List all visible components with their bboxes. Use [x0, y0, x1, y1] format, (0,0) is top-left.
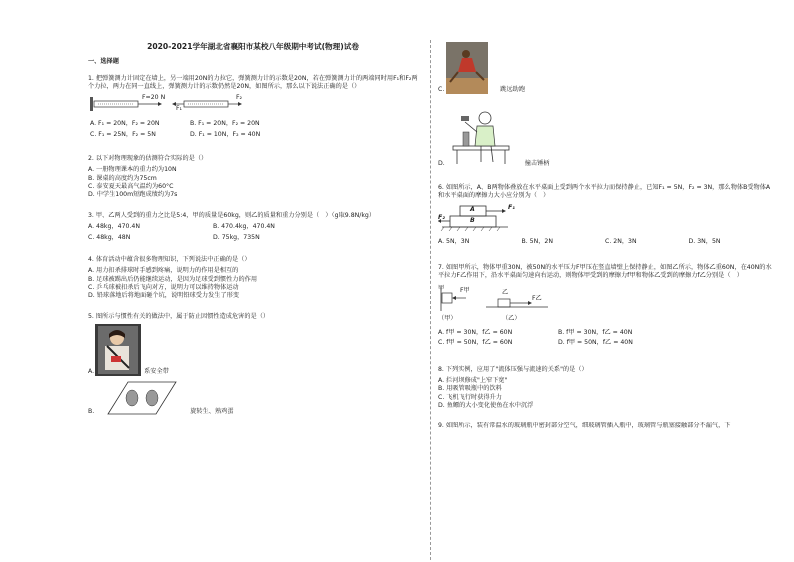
force-label-f1: F₁ — [176, 105, 183, 113]
option-b[interactable]: B. 5N，2N — [521, 237, 553, 245]
option-d[interactable]: D. f甲 = 50N，f乙 = 40N — [558, 339, 633, 347]
question-4-stem: 4. 体育活动中蕴含很多物理知识，下列说法中正确的是（） — [88, 255, 251, 263]
option-d[interactable]: D. 鱼鳔的大小变化使鱼在水中沉浮 — [438, 401, 534, 409]
option-text: 旋转生、熟鸡蛋 — [190, 407, 234, 415]
option-b[interactable]: B. F₁ = 20N，F₂ = 20N — [190, 120, 260, 128]
option-b[interactable]: B. 课桌的高度约为75cm — [88, 174, 157, 182]
fig-label-yi: 乙 — [502, 288, 509, 296]
fig-label-fyi: F乙 — [532, 294, 542, 302]
option-text: 系安全带 — [144, 367, 169, 375]
option-a[interactable]: A. f甲 = 30N，f乙 = 60N — [438, 328, 513, 336]
question-3-stem: 3. 甲、乙两人受到的重力之比是5:4，甲的质量是60kg，则乙的质量和重力分别是（ ）（g取9.8N/kg） — [88, 211, 376, 219]
question-1-figure — [88, 94, 418, 114]
column-divider — [430, 40, 431, 560]
long-jump-photo — [446, 42, 488, 94]
option-c[interactable]: C. 乒乓球被扣杀后飞向对方，说明力可以维持物体运动 — [88, 284, 239, 291]
question-1-options — [88, 120, 290, 139]
question-3 — [88, 212, 418, 242]
question-2 — [88, 155, 418, 200]
question-6-stem: 6. 如图所示，A、B两物体叠放在水平桌面上受到两个水平拉力而保持静止，已知F₁ = 5N，F₂ = 3N，那么物体B受物体A和水平桌面的摩擦力大小应分别为（ ） — [438, 184, 771, 200]
option-a[interactable]: A. 一册物理课本的重力约为10N — [88, 166, 177, 174]
force-label-f: F=20 N — [142, 94, 166, 102]
question-5-stem: 5. 图所示与惯性有关的做法中，属于防止因惯性造成危害的是（） — [88, 312, 270, 320]
option-letter: A. — [88, 367, 95, 375]
eggs-figure — [98, 380, 178, 416]
option-a[interactable]: A. 用力扣杀排球时手感到疼痛，说明力的作用是相互的 — [88, 267, 239, 275]
question-7-stem: 7. 如图甲所示，物体甲重30N，被50N的水平压力F甲压在竖直墙壁上保持静止，如图乙所示，物体乙重60N，在40N的水平拉力F乙作用下，沿水平桌面匀速向右运动，则物体甲受到的摩擦力f甲和物体乙受到的摩擦力f乙分别是（ ） — [438, 264, 772, 280]
option-a[interactable]: A. 48kg，470.4N — [88, 223, 140, 231]
block-label-a: A — [470, 205, 475, 213]
question-6-options — [438, 238, 772, 246]
stacked-blocks-figure — [438, 204, 538, 232]
spring-scale-figure — [88, 94, 258, 114]
option-c[interactable]: C. 飞机飞行时获得升力 — [438, 393, 502, 401]
caption-yi: （乙） — [502, 314, 521, 322]
question-5-option-a[interactable] — [88, 324, 418, 376]
question-7 — [438, 264, 772, 347]
question-1-stem: 1. 把弹簧测力计固定在墙上，另一端用20N的力拉它，弹簧测力计的示数是20N，若在弹簧测力计的两端同时用F₁和F₂两个力拉，两力在同一直线上，弹簧测力计的示数仍然是20N，如图所示，那么以下说法正确的是（） — [88, 74, 418, 90]
section-heading: 一、选择题 — [88, 58, 119, 66]
option-d[interactable]: D. F₁ = 10N，F₂ = 40N — [190, 130, 261, 138]
option-b[interactable]: B. 用吸管吸瓶中的饮料 — [438, 385, 502, 393]
option-b[interactable]: B. 足球被踢出后仍能继续运动，是因为足球受到惯性力的作用 — [88, 275, 258, 283]
option-d[interactable]: D. 中学生100m短跑成绩约为7s — [88, 191, 178, 199]
question-4 — [88, 256, 418, 301]
force-label-f2: F₂ — [236, 94, 243, 102]
question-3-options — [88, 223, 338, 242]
option-c[interactable]: C. F₁ = 25N，F₂ = 5N — [90, 130, 156, 138]
option-text: 跳远助跑 — [500, 85, 526, 93]
question-6 — [438, 184, 772, 246]
question-7-figure — [438, 285, 772, 325]
option-letter: B. — [88, 407, 95, 415]
option-a[interactable]: A. 拦河坝修成"上窄下宽" — [438, 376, 508, 384]
force-label-f1: F₁ — [508, 203, 515, 211]
hammer-figure — [447, 106, 513, 168]
question-5-option-b[interactable] — [88, 380, 418, 416]
question-9 — [438, 422, 772, 430]
question-8-stem: 8. 下列实例，应用了"流体压强与流速的关系"的是（） — [438, 365, 588, 373]
right-column — [438, 42, 772, 434]
option-a[interactable]: A. 5N，3N — [438, 237, 470, 245]
block-label-b: B — [470, 216, 475, 224]
option-b[interactable]: B. 470.4kg，470.4N — [213, 223, 275, 231]
fig-label-fjia: F甲 — [460, 286, 470, 294]
option-c[interactable]: C. f甲 = 50N，f乙 = 60N — [438, 339, 513, 347]
option-c[interactable]: C. 泰安夏天最高气温约为60°C — [88, 183, 174, 191]
exam-title: 2020-2021学年湖北省襄阳市某校八年级期中考试(物理)试卷 — [147, 42, 359, 51]
option-text: 撞击锤柄 — [524, 159, 550, 167]
seatbelt-photo — [95, 324, 141, 376]
force-label-f2: F₂ — [438, 213, 445, 221]
option-letter: D. — [438, 159, 445, 167]
question-8 — [438, 366, 772, 411]
question-5-option-c[interactable] — [438, 42, 772, 94]
option-c[interactable]: C. 48kg，48N — [88, 233, 131, 241]
question-5-option-d[interactable] — [438, 106, 772, 168]
option-d[interactable]: D. 75kg，735N — [213, 233, 260, 241]
question-2-stem: 2. 以下对物理现象的估测符合实际的是（） — [88, 155, 208, 163]
option-letter: C. — [438, 85, 445, 93]
option-d[interactable]: D. 3N，5N — [688, 237, 721, 245]
question-1 — [88, 75, 418, 139]
left-column — [88, 42, 418, 416]
fig-label-jia: 甲 — [438, 284, 445, 292]
question-5 — [88, 313, 418, 416]
option-c[interactable]: C. 2N，3N — [605, 237, 637, 245]
option-b[interactable]: B. f甲 = 30N，f乙 = 40N — [558, 328, 633, 336]
option-a[interactable]: A. F₁ = 20N，F₂ = 20N — [90, 120, 160, 128]
question-6-figure — [438, 204, 772, 232]
question-7-options — [438, 329, 678, 348]
caption-jia: （甲） — [438, 314, 457, 322]
option-d[interactable]: D. 铅球落地后将地面砸个坑，说明铅球受力发生了形变 — [88, 292, 240, 300]
question-9-stem: 9. 如图所示，装有常温水的玻璃瓶中密封部分空气，细玻璃管插入瓶中，玻璃管与瓶塞接触部分不漏气，下 — [438, 422, 731, 430]
